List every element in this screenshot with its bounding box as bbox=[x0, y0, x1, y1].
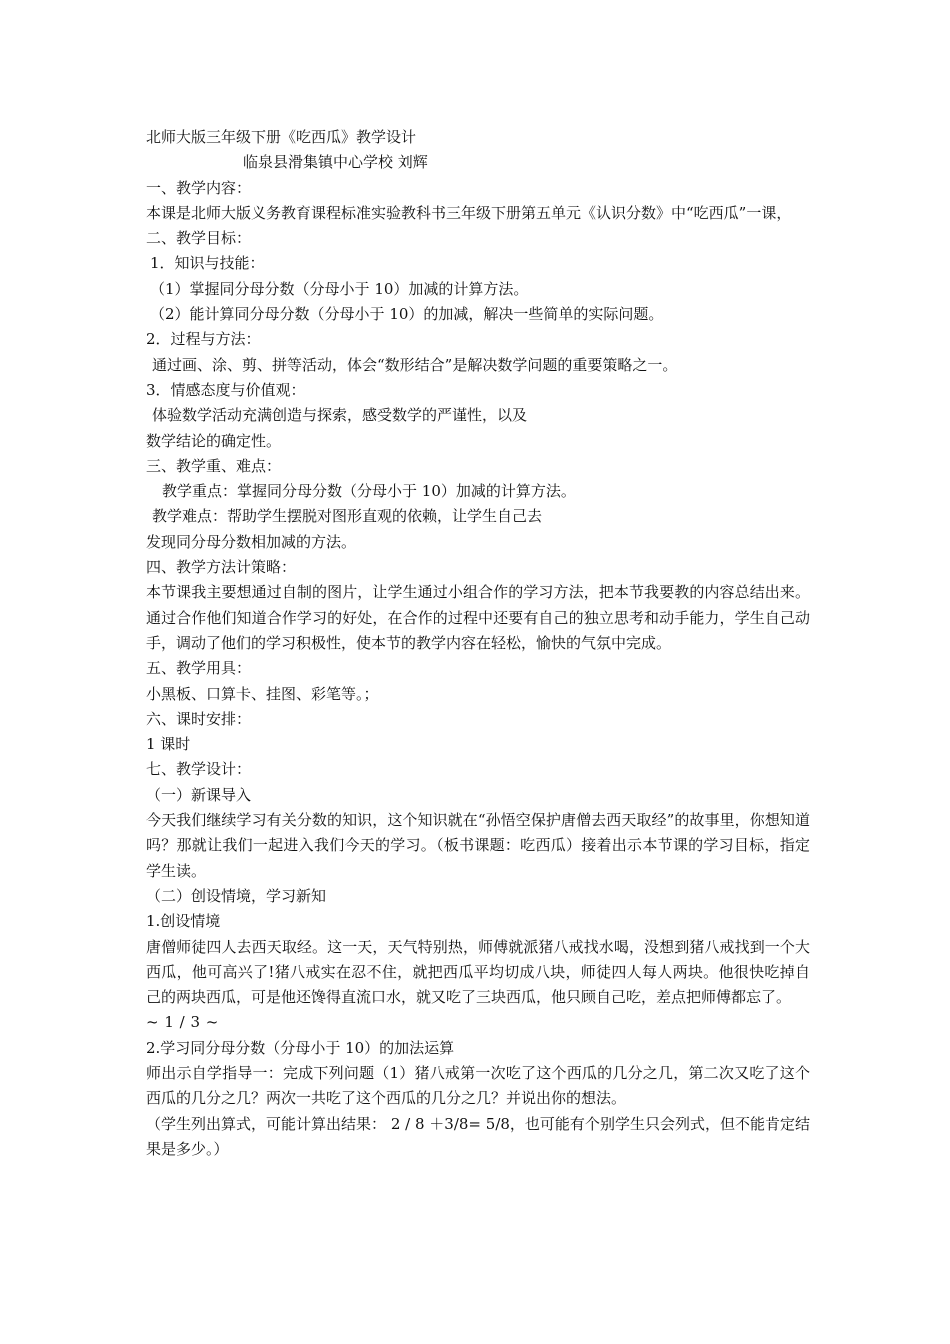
goal-heading-process: 2．过程与方法： bbox=[146, 330, 261, 349]
goal-heading-knowledge: 1．知识与技能： bbox=[150, 254, 265, 273]
part-text-intro: 今天我们继续学习有关分数的知识，这个知识就在“孙悟空保护唐僧去西天取经”的故事里，你想知道吗？那就让我们一起进入我们今天的学习。（板书课题：吃西瓜）接着出示本节课的学习目标，指定学生读。 bbox=[146, 811, 810, 880]
part-heading-intro: （一）新课导入 bbox=[146, 785, 252, 804]
step-heading-addition: 2.学习同分母分数（分母小于 10）的加法运算 bbox=[146, 1038, 455, 1057]
section-heading-schedule: 六、课时安排： bbox=[146, 709, 252, 728]
document-title: 北师大版三年级下册《吃西瓜》教学设计 bbox=[146, 128, 417, 146]
section-heading-goals: 二、教学目标： bbox=[146, 229, 252, 248]
section-heading-method: 四、教学方法计策略： bbox=[146, 558, 297, 577]
goal-item-2: （2）能计算同分母分数（分母小于 10）的加减，解决一些简单的实际问题。 bbox=[150, 305, 664, 324]
step-text-scenario: 唐僧师徒四人去西天取经。这一天，天气特别热，师傅就派猪八戒找水喝，没想到猪八戒找到一个大西瓜，他可高兴了!猪八戒实在忍不住，就把西瓜平均切成八块，师徒四人每人两块。他很快吃掉自己的两块西瓜，可是他还馋得直流口水，就又吃了三块西瓜，他只顾自己吃，差点把师傅都忘了。 bbox=[146, 937, 810, 1007]
section-text-content: 本课是北师大版义务教育课程标准实验教科书三年级下册第五单元《认识分数》中“吃西瓜”一课， bbox=[146, 203, 792, 222]
goal-heading-attitude: 3．情感态度与价值观： bbox=[146, 380, 306, 399]
key-point-text: 教学重点：掌握同分母分数（分母小于 10）加减的计算方法。 bbox=[162, 482, 576, 501]
goal-text-process: 通过画、涂、剪、拼等活动，体会“数形结合”是解决数学问题的重要策略之一。 bbox=[152, 355, 678, 374]
section-text-tools: 小黑板、口算卡、挂图、彩笔等。； bbox=[146, 684, 379, 703]
step-heading-scenario: 1.创设情境 bbox=[146, 912, 221, 931]
difficult-point-text-a: 教学难点：帮助学生摆脱对图形直观的依赖，让学生自己去 bbox=[152, 507, 543, 526]
goal-item-1: （1）掌握同分母分数（分母小于 10）加减的计算方法。 bbox=[150, 279, 529, 298]
section-heading-tools: 五、教学用具： bbox=[146, 659, 252, 678]
goal-text-attitude-a: 体验数学活动充满创造与探索，感受数学的严谨性，以及 bbox=[152, 406, 528, 425]
part-heading-new-knowledge: （二）创设情境，学习新知 bbox=[146, 886, 327, 905]
section-heading-key-points: 三、教学重、难点： bbox=[146, 456, 282, 475]
section-heading-design: 七、教学设计： bbox=[146, 760, 252, 779]
section-heading-content: 一、教学内容： bbox=[146, 178, 252, 197]
step-note-addition: （学生列出算式，可能计算出结果： 2 / 8 ＋3/8= 5/8，也可能有个别学生只会列式，但不能肯定结果是多少。） bbox=[146, 1114, 810, 1158]
section-text-method: 本节课我主要想通过自制的图片，让学生通过小组合作的学习方法，把本节我要教的内容总结出来。通过合作他们知道合作学习的好处，在合作的过程中还要有自己的独立思考和动手能力，学生自己动手，调动了他们的学习积极性，使本节的教学内容在轻松，愉快的气氛中完成。 bbox=[146, 583, 810, 652]
step-text-addition: 师出示自学指导一：完成下列问题（1）猪八戒第一次吃了这个西瓜的几分之几，第二次又吃了这个西瓜的几分之几？两次一共吃了这个西瓜的几分之几？并说出你的想法。 bbox=[146, 1063, 810, 1108]
page-footer: ~ 1 / 3 ~ bbox=[146, 1013, 219, 1032]
author-line: 临泉县滑集镇中心学校 刘辉 bbox=[243, 153, 428, 172]
goal-text-attitude-b: 数学结论的确定性。 bbox=[146, 431, 282, 450]
difficult-point-text-b: 发现同分母分数相加减的方法。 bbox=[146, 532, 357, 551]
document-page bbox=[146, 125, 814, 1162]
section-text-schedule: 1 课时 bbox=[146, 735, 191, 754]
